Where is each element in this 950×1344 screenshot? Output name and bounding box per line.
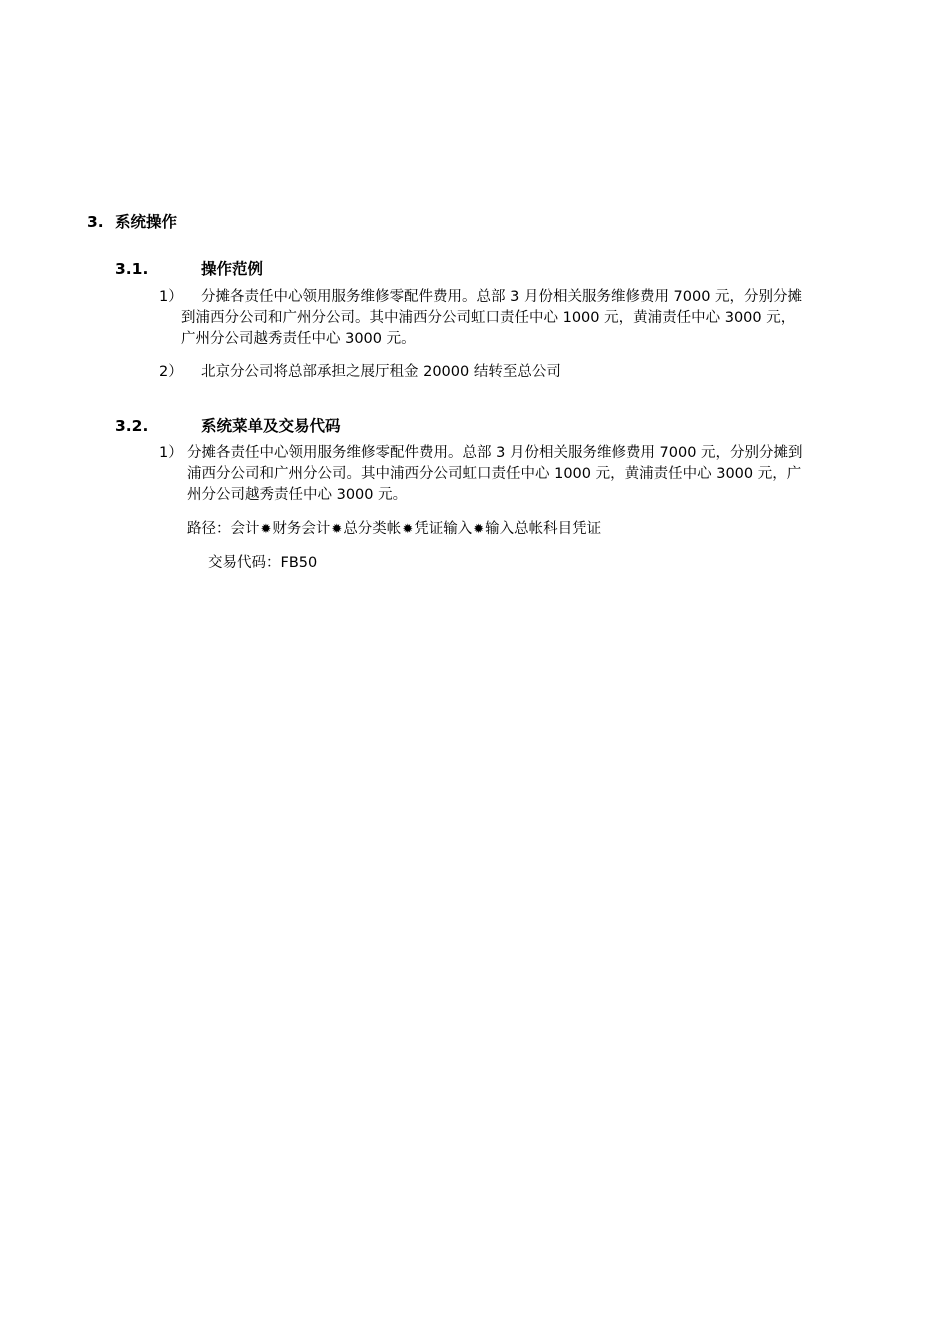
section-title: 系统操作 [115, 213, 178, 231]
list-item-text-line: 到浦西分公司和广州分公司。其中浦西分公司虹口责任中心 1000 元，黄浦责任中心 3000 元， [181, 310, 796, 326]
menu-path-step: 输入总帐科目凭证 [485, 521, 602, 537]
list-item-number: 1） [159, 289, 183, 305]
transaction-code-value: FB50 [280, 555, 318, 571]
menu-path-step: 凭证输入 [414, 521, 473, 537]
section-number: 3.2. [115, 417, 149, 435]
list-item-text-line: 分摊各责任中心领用服务维修零配件费用。总部 3 月份相关服务维修费用 7000 元，分别分摊 [201, 289, 803, 305]
separator-icon: ✹ [402, 522, 414, 537]
list-item-text-line: 分摊各责任中心领用服务维修零配件费用。总部 3 月份相关服务维修费用 7000 元，分别分摊到 [187, 445, 803, 461]
transaction-code [208, 553, 317, 574]
list-item-text-line: 浦西分公司和广州分公司。其中浦西分公司虹口责任中心 1000 元，黄浦责任中心 3000 元，广 [187, 466, 802, 482]
list-item-number: 2） [159, 364, 183, 380]
list-item-text-line: 州分公司越秀责任中心 3000 元。 [187, 487, 408, 503]
menu-path-label: 路径： [187, 521, 231, 537]
list-item-text-line: 广州分公司越秀责任中心 3000 元。 [181, 331, 416, 347]
section-title: 操作范例 [201, 260, 264, 278]
section-title: 系统菜单及交易代码 [201, 417, 341, 435]
menu-path [187, 519, 601, 540]
section-number: 3. [87, 213, 104, 231]
list-item-number: 1） [159, 445, 183, 461]
menu-path-step: 财务会计 [272, 521, 331, 537]
section-number: 3.1. [115, 260, 149, 278]
transaction-code-label: 交易代码： [208, 555, 281, 571]
separator-icon: ✹ [473, 522, 485, 537]
list-item-text-line: 北京分公司将总部承担之展厅租金 20000 结转至总公司 [201, 364, 561, 380]
section-heading-3 [87, 212, 177, 233]
menu-path-step: 会计 [230, 521, 260, 537]
separator-icon: ✹ [260, 522, 272, 537]
menu-path-step: 总分类帐 [343, 521, 402, 537]
separator-icon: ✹ [331, 522, 343, 537]
